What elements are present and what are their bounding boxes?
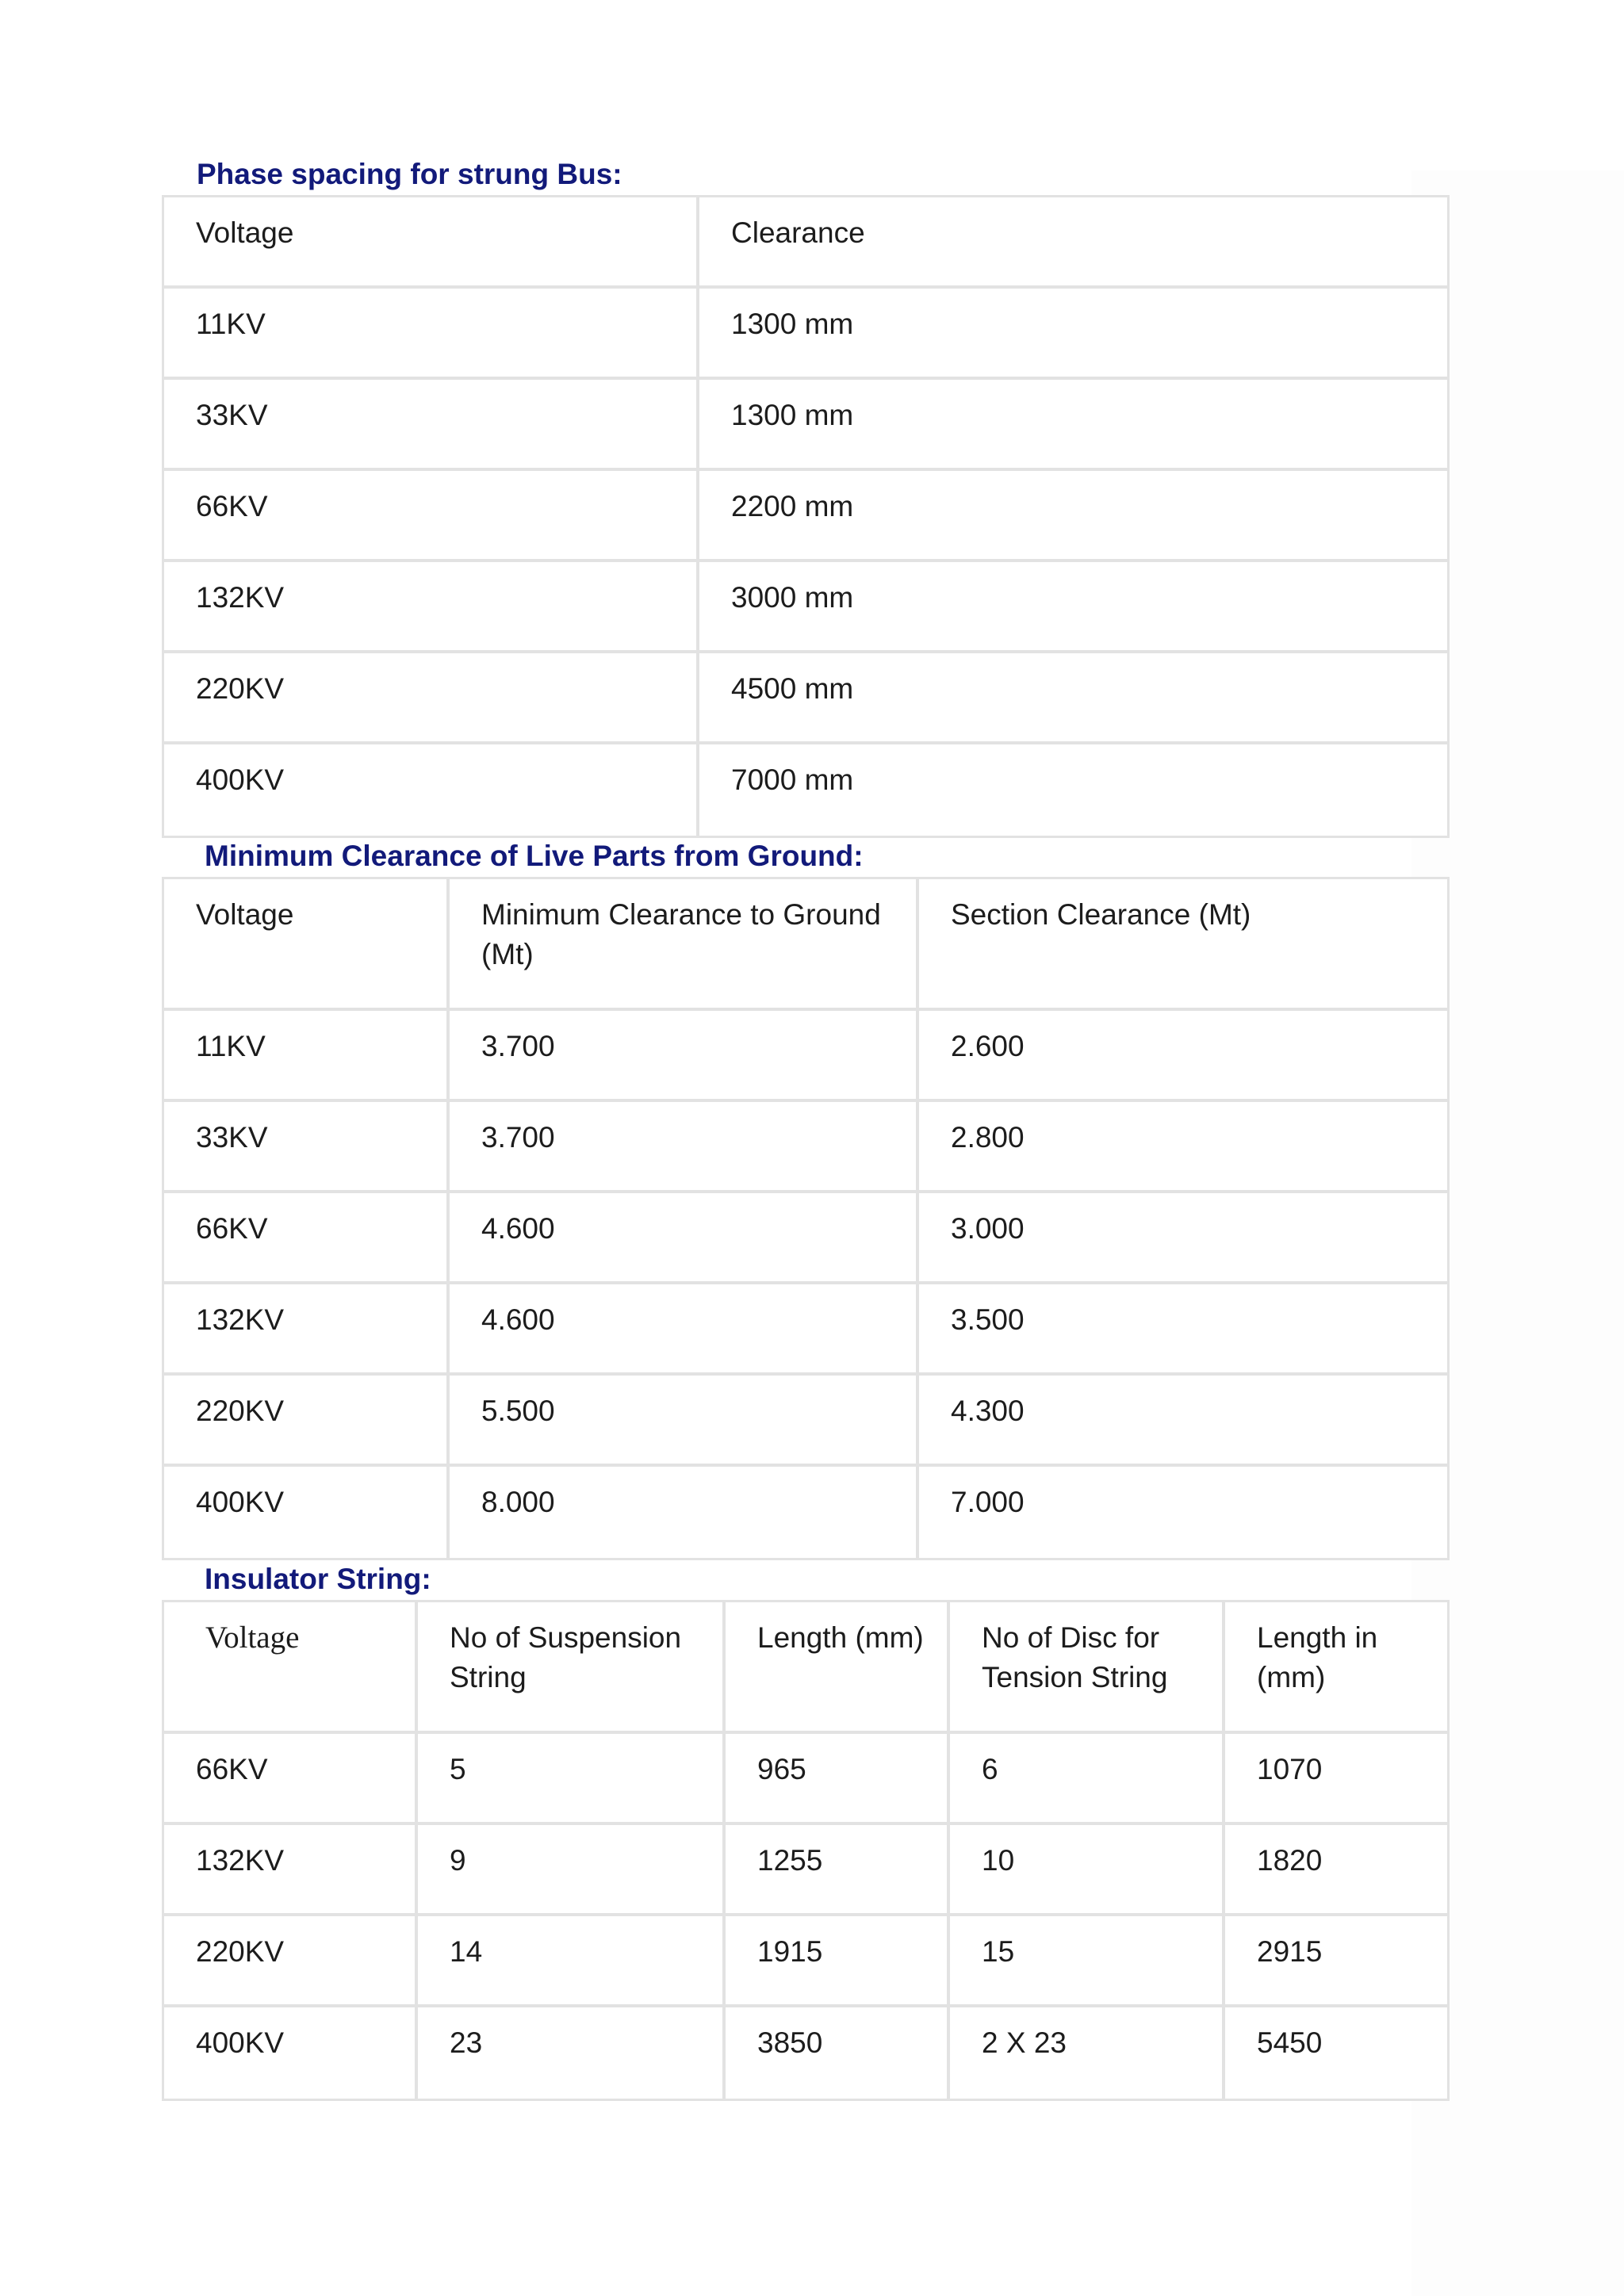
table-row [164, 1916, 1447, 2007]
table-cell: 14 [418, 1916, 726, 2007]
table-row [164, 2007, 1447, 2099]
table-cell: 33KV [164, 1102, 450, 1193]
table-row [164, 744, 1447, 836]
table-cell: 132KV [164, 1284, 450, 1376]
table-row [164, 289, 1447, 380]
table-cell: 132KV [164, 1825, 418, 1916]
table-cell: 8.000 [450, 1467, 919, 1558]
table-row [164, 1284, 1447, 1376]
table-row [164, 562, 1447, 653]
table-row [164, 380, 1447, 471]
table-cell: 132KV [164, 562, 699, 653]
table-row [164, 653, 1447, 744]
table-cell: 11KV [164, 1011, 450, 1102]
header-cell-section-clearance: Section Clearance (Mt) [919, 879, 1447, 1011]
section-title-insulator-string: Insulator String: [205, 1563, 431, 1595]
table-cell: 15 [950, 1916, 1225, 2007]
header-cell-length: Length (mm) [726, 1602, 950, 1734]
table-cell: 9 [418, 1825, 726, 1916]
table-header-row [164, 1602, 1447, 1734]
table-cell: 4.600 [450, 1284, 919, 1376]
table-row [164, 1825, 1447, 1916]
table-cell: 2.800 [919, 1102, 1447, 1193]
table-row [164, 1734, 1447, 1825]
table-cell: 5.500 [450, 1376, 919, 1467]
table-cell: 5 [418, 1734, 726, 1825]
table-row [164, 471, 1447, 562]
table-cell: 6 [950, 1734, 1225, 1825]
table-row [164, 1376, 1447, 1467]
table-cell: 4.300 [919, 1376, 1447, 1467]
table-header-row [164, 197, 1447, 289]
header-cell-voltage: Voltage [164, 197, 699, 289]
table-cell: 3.700 [450, 1102, 919, 1193]
table-cell: 220KV [164, 1916, 418, 2007]
table-cell: 23 [418, 2007, 726, 2099]
table-cell: 2915 [1225, 1916, 1447, 2007]
table-cell: 220KV [164, 653, 699, 744]
table-row [164, 1467, 1447, 1558]
table-cell: 3000 mm [699, 562, 1447, 653]
table-cell: 1255 [726, 1825, 950, 1916]
table-cell: 4.600 [450, 1193, 919, 1284]
minimum-clearance-table [162, 877, 1450, 1560]
insulator-string-table [162, 1600, 1450, 2101]
table-cell: 5450 [1257, 2026, 1323, 2059]
table-cell: 400KV [164, 1467, 450, 1558]
table-cell: 66KV [164, 471, 699, 562]
table-cell: 1915 [726, 1916, 950, 2007]
header-cell-min-clearance: Minimum Clearance to Ground (Mt) [450, 879, 919, 1011]
table-cell: 4500 mm [699, 653, 1447, 744]
table-cell: 400KV [164, 744, 699, 836]
table-header-row [164, 879, 1447, 1011]
section-title-phase-spacing: Phase spacing for strung Bus: [197, 158, 622, 190]
table-cell: 33KV [164, 380, 699, 471]
header-cell-voltage: Voltage [164, 1602, 418, 1734]
table-cell: 3850 [726, 2007, 950, 2099]
table-cell: 2 X 23 [950, 2007, 1225, 2099]
table-cell: 1300 mm [699, 289, 1447, 380]
table-cell: 3.700 [450, 1011, 919, 1102]
table-cell: 965 [726, 1734, 950, 1825]
table-cell: 7000 mm [731, 763, 854, 796]
table-cell: 1070 [1225, 1734, 1447, 1825]
table-cell: 2200 mm [699, 471, 1447, 562]
table-cell: 7.000 [951, 1486, 1025, 1518]
header-cell-clearance: Clearance [699, 197, 1447, 289]
section-title-minimum-clearance: Minimum Clearance of Live Parts from Ground: [205, 840, 864, 872]
table-cell: 10 [950, 1825, 1225, 1916]
table-cell: 1820 [1225, 1825, 1447, 1916]
table-cell: 66KV [164, 1734, 418, 1825]
header-cell-length-in: Length in (mm) [1225, 1602, 1447, 1734]
table-cell: 3.500 [919, 1284, 1447, 1376]
header-cell-voltage: Voltage [164, 879, 450, 1011]
table-row [164, 1011, 1447, 1102]
table-row [164, 1102, 1447, 1193]
table-cell: 1300 mm [699, 380, 1447, 471]
table-cell: 220KV [164, 1376, 450, 1467]
phase-spacing-table [162, 195, 1450, 838]
table-cell: 11KV [164, 289, 699, 380]
header-cell-suspension-string: No of Suspension String [418, 1602, 726, 1734]
header-cell-tension-string: No of Disc for Tension String [950, 1602, 1225, 1734]
table-cell: 3.000 [919, 1193, 1447, 1284]
table-cell: 2.600 [919, 1011, 1447, 1102]
table-cell: 400KV [164, 2007, 418, 2099]
table-row [164, 1193, 1447, 1284]
table-cell: 66KV [164, 1193, 450, 1284]
